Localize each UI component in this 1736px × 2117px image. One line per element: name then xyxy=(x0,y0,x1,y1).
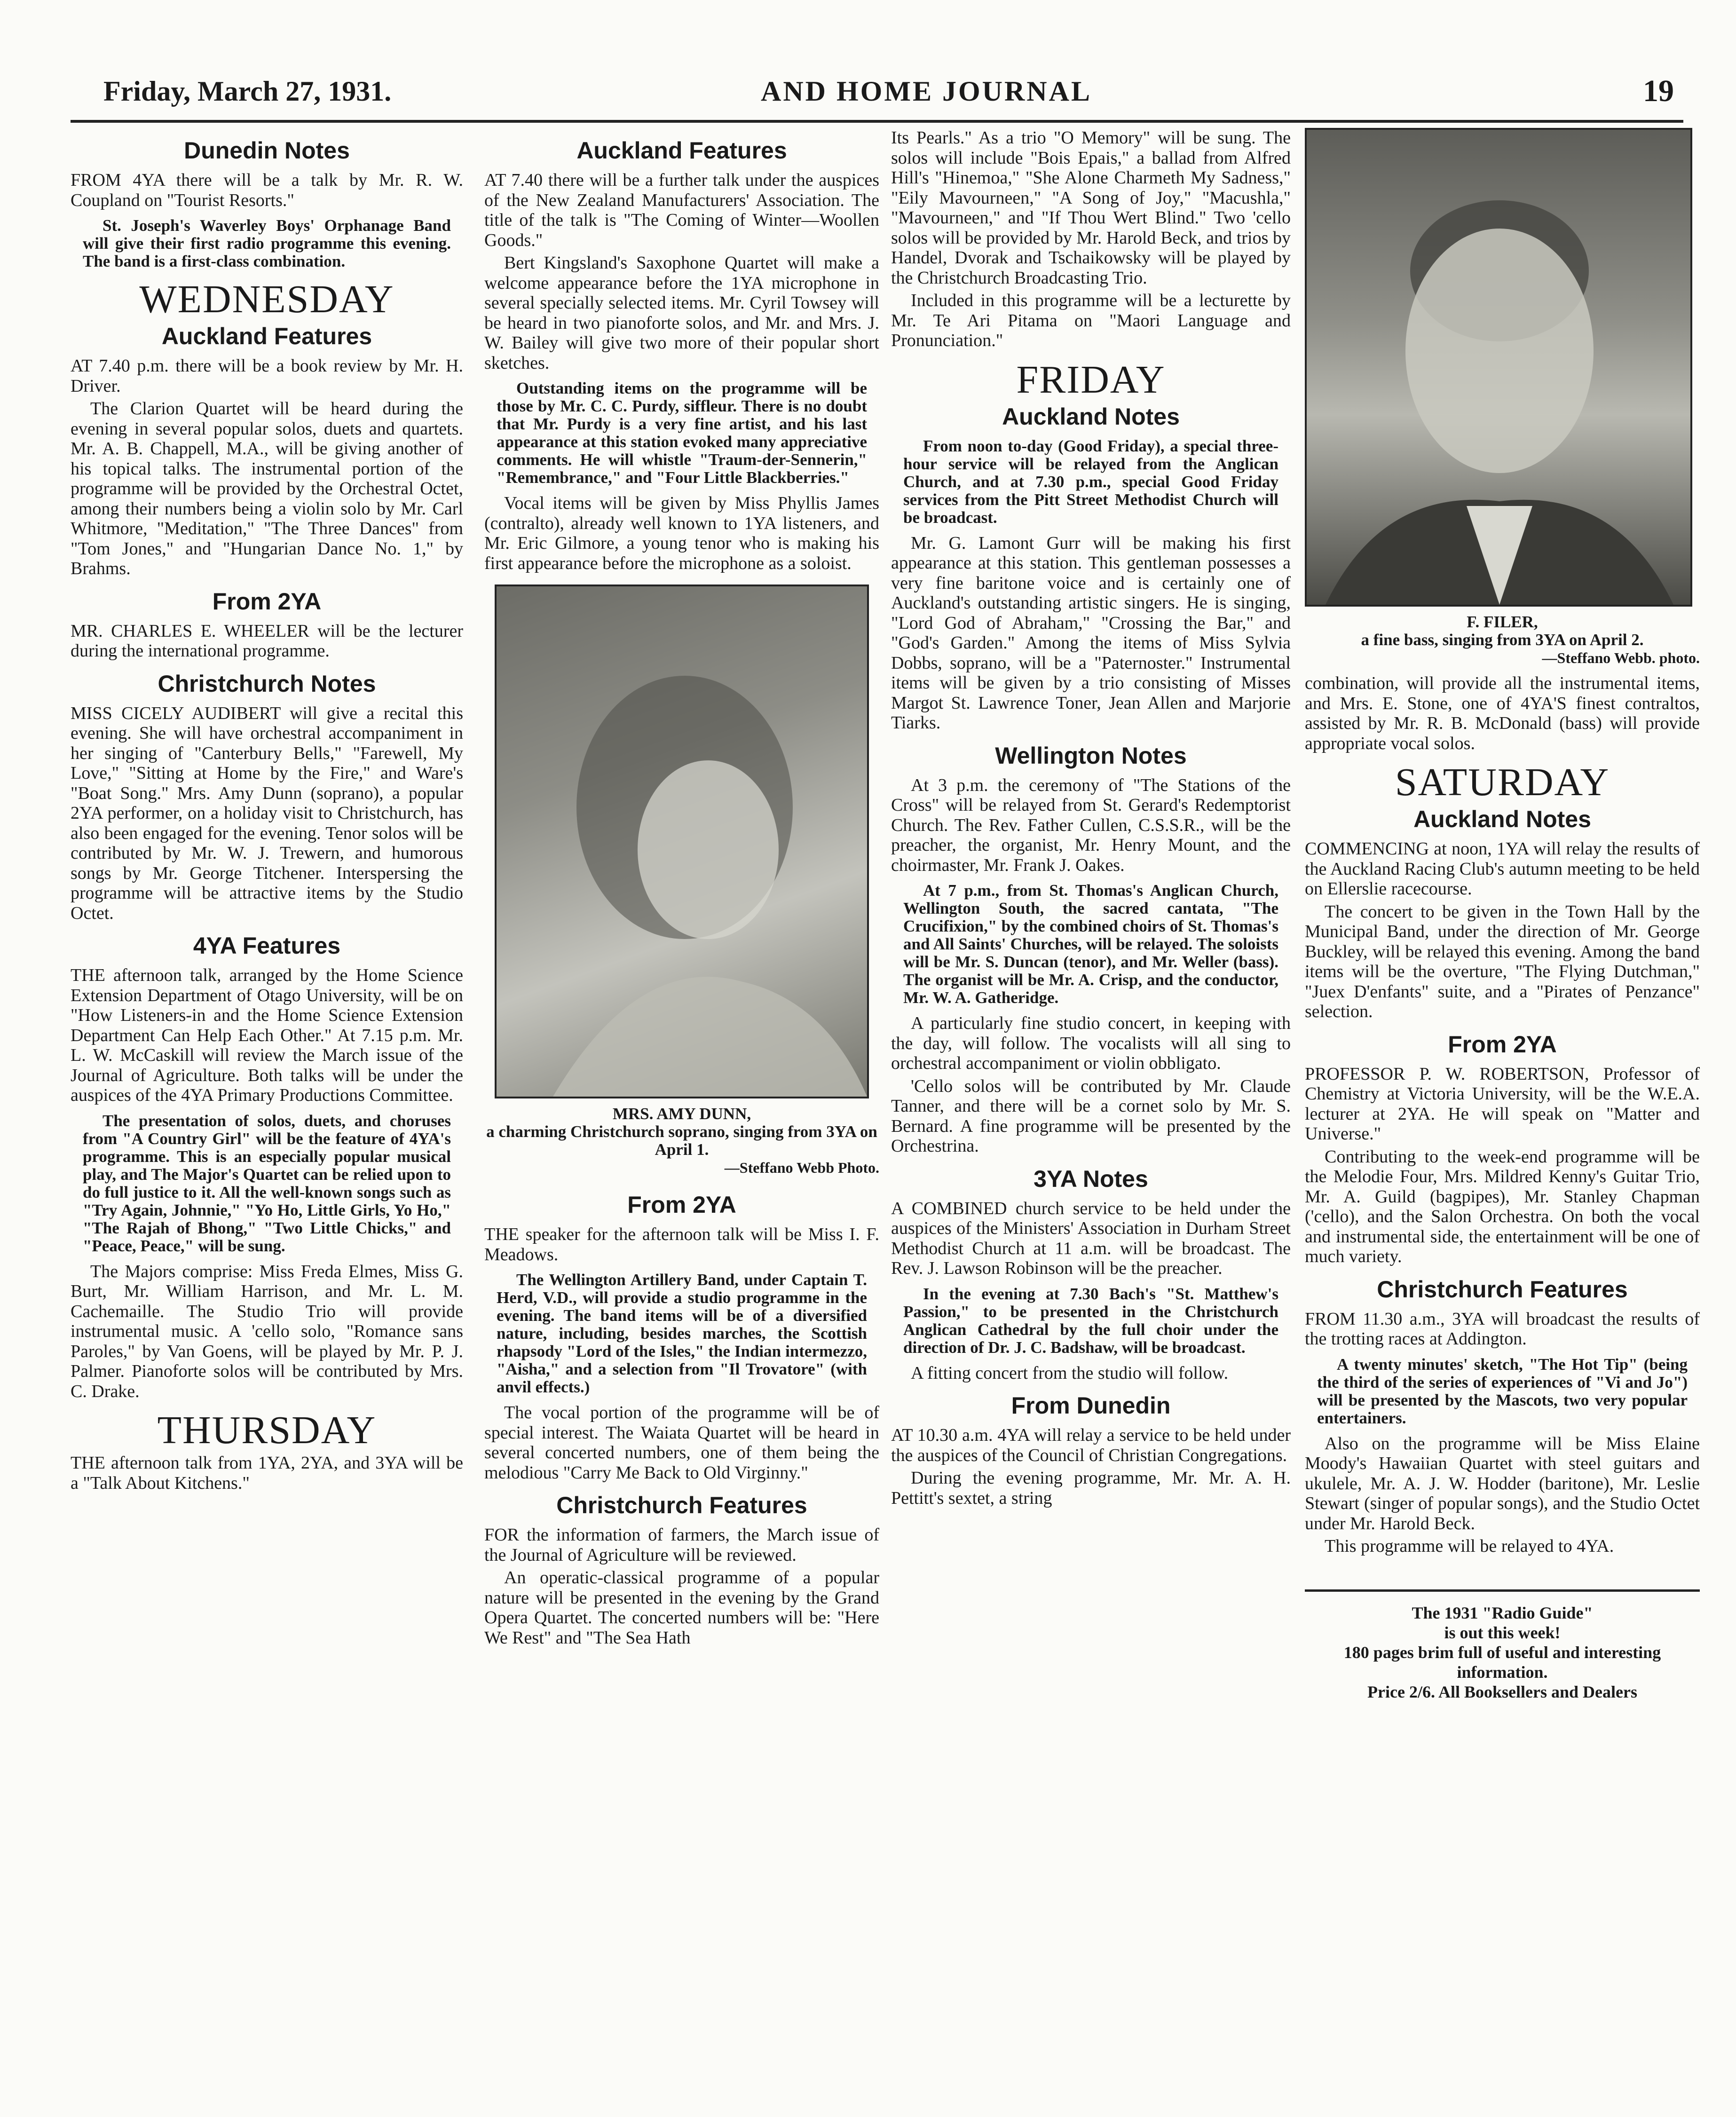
paragraph: PROFESSOR P. W. ROBERTSON, Professor of Chemistry at Victoria University, will be the W.E.A. lecturer at 2YA. He will speak on "Matter and Universe." xyxy=(1305,1064,1700,1144)
column-1 xyxy=(71,128,463,1496)
paragraph: A COMBINED church service to be held under the auspices of the Ministers' Association in Durham Street Methodist Church at 11 a.m. will be broadcast. The Rev. J. Lawson Robinson will be the preacher. xyxy=(891,1198,1291,1278)
heading-christchurch-features: Christchurch Features xyxy=(556,1492,807,1518)
heading-thursday: THURSDAY xyxy=(157,1408,377,1452)
portrait-image xyxy=(1307,130,1690,605)
heading-dunedin-notes: Dunedin Notes xyxy=(184,137,350,164)
paragraph: COMMENCING at noon, 1YA will relay the results of the Auckland Racing Club's autumn meeting to be held on Ellerslie racecourse. xyxy=(1305,839,1700,899)
bold-paragraph: The presentation of solos, duets, and choruses from "A Country Girl" will be the feature of 4YA's programme. This is an especially popular musical play, and The Major's Quartet can be relied upon to do full justice to it. All the well-known songs such as "Try Again, Johnnie," "Yo Ho, Little Girls, Yo Ho," "The Rajah of Bhong," "Two Little Chicks," and "Peace, Peace," will be sung. xyxy=(83,1111,451,1255)
paragraph: Also on the programme will be Miss Elaine Moody's Hawaiian Quartet with steel guitars and ukulele, Mr. A. J. W. Hodder (baritone), Mr. Leslie Stewart (singer of popular songs), and the Studio Octet under Mr. Harold Beck. xyxy=(1305,1433,1700,1533)
heading-christchurch-notes: Christchurch Notes xyxy=(158,670,376,697)
paragraph: combination, will provide all the instrumental items, and Mrs. E. Stone, one of 4YA'S finest contraltos, assisted by Mr. R. B. McDonald (bass) will provide appropriate vocal solos. xyxy=(1305,673,1700,753)
paragraph: MR. CHARLES E. WHEELER will be the lecturer during the international programme. xyxy=(71,621,463,661)
ad-line: Price 2/6. All Booksellers and Dealers xyxy=(1367,1682,1637,1701)
photo-f-filer xyxy=(1305,128,1692,607)
bold-paragraph: A twenty minutes' sketch, "The Hot Tip" (being the third of the series of experiences of "Vi and Jo") will be presented by the Mascots, two very popular entertainers. xyxy=(1317,1355,1688,1427)
paragraph: 'Cello solos will be contributed by Mr. Claude Tanner, and there will be a cornet solo by Mr. S. Bernard. A fine programme will be presented by the Orchestrina. xyxy=(891,1076,1291,1156)
paragraph: At 3 p.m. the ceremony of "The Stations of the Cross" will be relayed from St. Gerard's Redemptorist Church. The Rev. Father Cullen, C.S.S.R., will be the preacher, the organist, Mr. Henry Mount, and the choirmaster, Mr. Frank J. Oakes. xyxy=(891,775,1291,875)
header-page-number: 19 xyxy=(1643,74,1674,108)
portrait-image xyxy=(497,586,867,1097)
heading-auckland-notes: Auckland Notes xyxy=(1413,806,1591,832)
paragraph: FROM 4YA there will be a talk by Mr. R. W. Coupland on "Tourist Resorts." xyxy=(71,170,463,210)
heading-auckland-notes: Auckland Notes xyxy=(1002,403,1180,430)
ad-line: 180 pages brim full of useful and interesting information. xyxy=(1343,1643,1661,1682)
paragraph: MISS CICELY AUDIBERT will give a recital this evening. She will have orchestral accompaniment in her singing of "Canterbury Bells," "Farewell, My Love," "Sitting at Home by the Fire," and Ware's "Boat Song." Mrs. Amy Dunn (soprano), a popular 2YA performer, on a holiday visit to Christchurch, has also been engaged for the evening. Tenor solos will be contributed by Mr. W. J. Trewern, and humorous songs by Mr. George Titchener. Interspersing the programme will be attractive items by the Studio Octet. xyxy=(71,703,463,923)
heading-from-dunedin: From Dunedin xyxy=(1011,1392,1171,1419)
heading-wednesday: WEDNESDAY xyxy=(139,277,395,321)
photo-caption xyxy=(1305,613,1700,667)
caption-credit: —Steffano Webb Photo. xyxy=(724,1159,879,1176)
paragraph: Its Pearls." As a trio "O Memory" will be sung. The solos will include "Bois Epais," a ballad from Alfred Hill's "Hinemoa," "She Alone Charmeth My Sadness," "Eily Mavourneen," "A Song of Joy," "Macushla," "Mavourneen," and "If Thou Wert Blind." Two 'cello solos will be provided by Mr. Harold Beck, and trios by Handel, Dvorak and Tschaikowsky will be played by the Christchurch Broadcasting Trio. xyxy=(891,128,1291,288)
paragraph: AT 7.40 p.m. there will be a book review by Mr. H. Driver. xyxy=(71,356,463,396)
paragraph: FROM 11.30 a.m., 3YA will broadcast the results of the trotting races at Addington. xyxy=(1305,1309,1700,1349)
caption-text: a charming Christchurch soprano, singing from 3YA on April 1. xyxy=(486,1122,877,1159)
bold-paragraph: The Wellington Artillery Band, under Captain T. Herd, V.D., will provide a studio programme in the evening. The band items will be of a diversified nature, including, besides marches, the Scottish rhapsody "Lord of the Isles," the Indian intermezzo, "Aisha," and a selection from "Il Trovatore" (with anvil effects.) xyxy=(497,1271,867,1396)
bold-paragraph: St. Joseph's Waverley Boys' Orphanage Band will give their first radio programme this evening. The band is a first-class combination. xyxy=(83,216,451,270)
caption-name: F. FILER, xyxy=(1467,613,1538,631)
heading-christchurch-features: Christchurch Features xyxy=(1377,1276,1628,1303)
paragraph: THE speaker for the afternoon talk will be Miss I. F. Meadows. xyxy=(484,1224,879,1264)
photo-caption xyxy=(484,1105,879,1177)
paragraph: Vocal items will be given by Miss Phyllis James (contralto), already well known to 1YA listeners, and Mr. Eric Gilmore, a young tenor who is making his first appearance before the microphone as a soloist. xyxy=(484,493,879,573)
paragraph: The concert to be given in the Town Hall by the Municipal Band, under the direction of Mr. George Buckley, will be relayed this evening. Among the band items will be the overture, "The Flying Dutchman," "Juex D'enfants" suite, and a "Pirates of Penzance" selection. xyxy=(1305,901,1700,1021)
heading-from-2ya: From 2YA xyxy=(1448,1031,1557,1058)
paragraph: During the evening programme, Mr. Mr. A. H. Pettitt's sextet, a string xyxy=(891,1468,1291,1508)
column-3 xyxy=(891,128,1291,1511)
radio-guide-advertisement xyxy=(1305,1589,1700,1702)
caption-text: a fine bass, singing from 3YA on April 2. xyxy=(1361,631,1644,649)
paragraph: THE afternoon talk from 1YA, 2YA, and 3YA will be a "Talk About Kitchens." xyxy=(71,1453,463,1493)
bold-paragraph: Outstanding items on the programme will be those by Mr. C. C. Purdy, siffleur. There is no doubt that Mr. Purdy is a very fine artist, and his last appearance at this station evoked many appreciative comments. He will whistle "Traum-der-Sennerin," "Remembrance," and "Four Little Blackberries." xyxy=(497,379,867,487)
paragraph: Mr. G. Lamont Gurr will be making his first appearance at this station. This gentleman possesses a very fine baritone voice and is certainly one of Auckland's outstanding artistic singers. He is singing, "Lord God of Abraham," "Crossing the Bar," and "God's Garden." Among the items of Miss Sylvia Dobbs, soprano, will be a "Paternoster." Instrumental items will be given by a trio consisting of Misses Margot St. Lawrence Toner, Jean Allen and Marjorie Tiarks. xyxy=(891,533,1291,733)
header-date: Friday, March 27, 1931. xyxy=(103,76,392,107)
heading-4ya-features: 4YA Features xyxy=(193,932,341,959)
paragraph: Included in this programme will be a lecturette by Mr. Te Ari Pitama on "Maori Language and Pronunciation." xyxy=(891,291,1291,350)
page-header xyxy=(103,71,1674,122)
ad-line: is out this week! xyxy=(1444,1623,1561,1642)
caption-name: MRS. AMY DUNN, xyxy=(612,1105,751,1123)
bold-paragraph: In the evening at 7.30 Bach's "St. Matthew's Passion," to be presented in the Christchurch Anglican Cathedral by the full choir under the direction of Dr. J. C. Badshaw, will be broadcast. xyxy=(903,1284,1278,1357)
paragraph: The vocal portion of the programme will be of special interest. The Waiata Quartet will be heard in several concerted numbers, one of them being the melodious "Carry Me Back to Old Virginny." xyxy=(484,1403,879,1483)
heading-3ya-notes: 3YA Notes xyxy=(1034,1165,1148,1192)
heading-saturday: SATURDAY xyxy=(1395,760,1610,804)
paragraph: An operatic-classical programme of a popular nature will be presented in the evening by the Grand Opera Quartet. The concerted numbers will be: "Here We Rest" and "The Sea Hath xyxy=(484,1568,879,1648)
paragraph: A particularly fine studio concert, in keeping with the day, will follow. The vocalists will all sing to orchestral accompaniment or violin obbligato. xyxy=(891,1013,1291,1073)
heading-from-2ya: From 2YA xyxy=(212,588,322,615)
column-4 xyxy=(1305,128,1700,1702)
bold-paragraph: At 7 p.m., from St. Thomas's Anglican Church, Wellington South, the sacred cantata, "The Crucifixion," by the combined choirs of St. Thomas's and All Saints' Churches, will be relayed. The soloists will be Mr. S. Duncan (tenor), and Mr. Weller (bass). The organist will be Mr. A. Crisp, and the conductor, Mr. W. A. Gatheridge. xyxy=(903,881,1278,1007)
paragraph: AT 7.40 there will be a further talk under the auspices of the New Zealand Manufacturers' Association. The title of the talk is "The Coming of Winter—Woollen Goods." xyxy=(484,170,879,250)
paragraph: FOR the information of farmers, the March issue of the Journal of Agriculture will be reviewed. xyxy=(484,1525,879,1565)
paragraph: THE afternoon talk, arranged by the Home Science Extension Department of Otago University, will be on "How Listeners-in and the Home Science Extension Department Can Help Each Other." At 7.15 p.m. Mr. L. W. McCaskill will review the March issue of the Journal of Agriculture. Both talks will be under the auspices of the 4YA Primary Productions Committee. xyxy=(71,965,463,1105)
bold-paragraph: From noon to-day (Good Friday), a special three-hour service will be relayed from the Anglican Church, and at 7.30 p.m., special Good Friday services from the Pitt Street Methodist Church will be broadcast. xyxy=(903,436,1278,527)
heading-auckland-features: Auckland Features xyxy=(161,323,372,349)
paragraph: The Clarion Quartet will be heard during the evening in several popular solos, duets and quartets. Mr. A. B. Chappell, M.A., will be giving another of his topical talks. The instrumental portion of the programme will be provided by the Orchestral Octet, among their numbers being a violin solo by Mr. Carl Whitmore, "Meditation," "The Three Dances" from "Tom Jones," and "Hungarian Dance No. 1," by Brahms. xyxy=(71,399,463,578)
paragraph: This programme will be relayed to 4YA. xyxy=(1325,1536,1614,1556)
paragraph: Bert Kingsland's Saxophone Quartet will make a welcome appearance before the 1YA microphone in several specially selected items. Mr. Cyril Towsey will be heard in two pianoforte solos, and Mr. and Mrs. J. W. Bailey will give two more of their popular short sketches. xyxy=(484,253,879,373)
paragraph: A fitting concert from the studio will follow. xyxy=(911,1363,1229,1383)
paragraph: The Majors comprise: Miss Freda Elmes, Miss G. Burt, Mr. William Harrison, and Mr. L. M. Cachemaille. The Studio Trio will provide instrumental music. A 'cello solo, "Romance sans Paroles," by Van Goens, will be played by Mr. P. J. Palmer. Pianoforte solos will be contributed by Mrs. C. Drake. xyxy=(71,1261,463,1401)
heading-auckland-features: Auckland Features xyxy=(576,137,787,164)
paragraph: AT 10.30 a.m. 4YA will relay a service to be held under the auspices of the Council of Christian Congregations. xyxy=(891,1425,1291,1465)
ad-line: The 1931 "Radio Guide" xyxy=(1412,1603,1593,1622)
header-journal-title: AND HOME JOURNAL xyxy=(761,76,1092,107)
header-rule xyxy=(71,120,1683,123)
heading-from-2ya: From 2YA xyxy=(627,1192,736,1218)
paragraph: Contributing to the week-end programme will be the Melodie Four, Mrs. Mildred Kenny's Guitar Trio, Mr. A. Guild (bagpipes), Mr. Stanley Chapman ('cello), and the Salon Orchestra. On both the vocal and instrumental side, the entertainment will be one of much variety. xyxy=(1305,1146,1700,1266)
heading-friday: FRIDAY xyxy=(1016,357,1166,402)
heading-wellington-notes: Wellington Notes xyxy=(995,742,1187,769)
photo-amy-dunn xyxy=(495,585,869,1098)
caption-credit: —Steffano Webb. photo. xyxy=(1542,649,1700,666)
column-2 xyxy=(484,128,879,1651)
